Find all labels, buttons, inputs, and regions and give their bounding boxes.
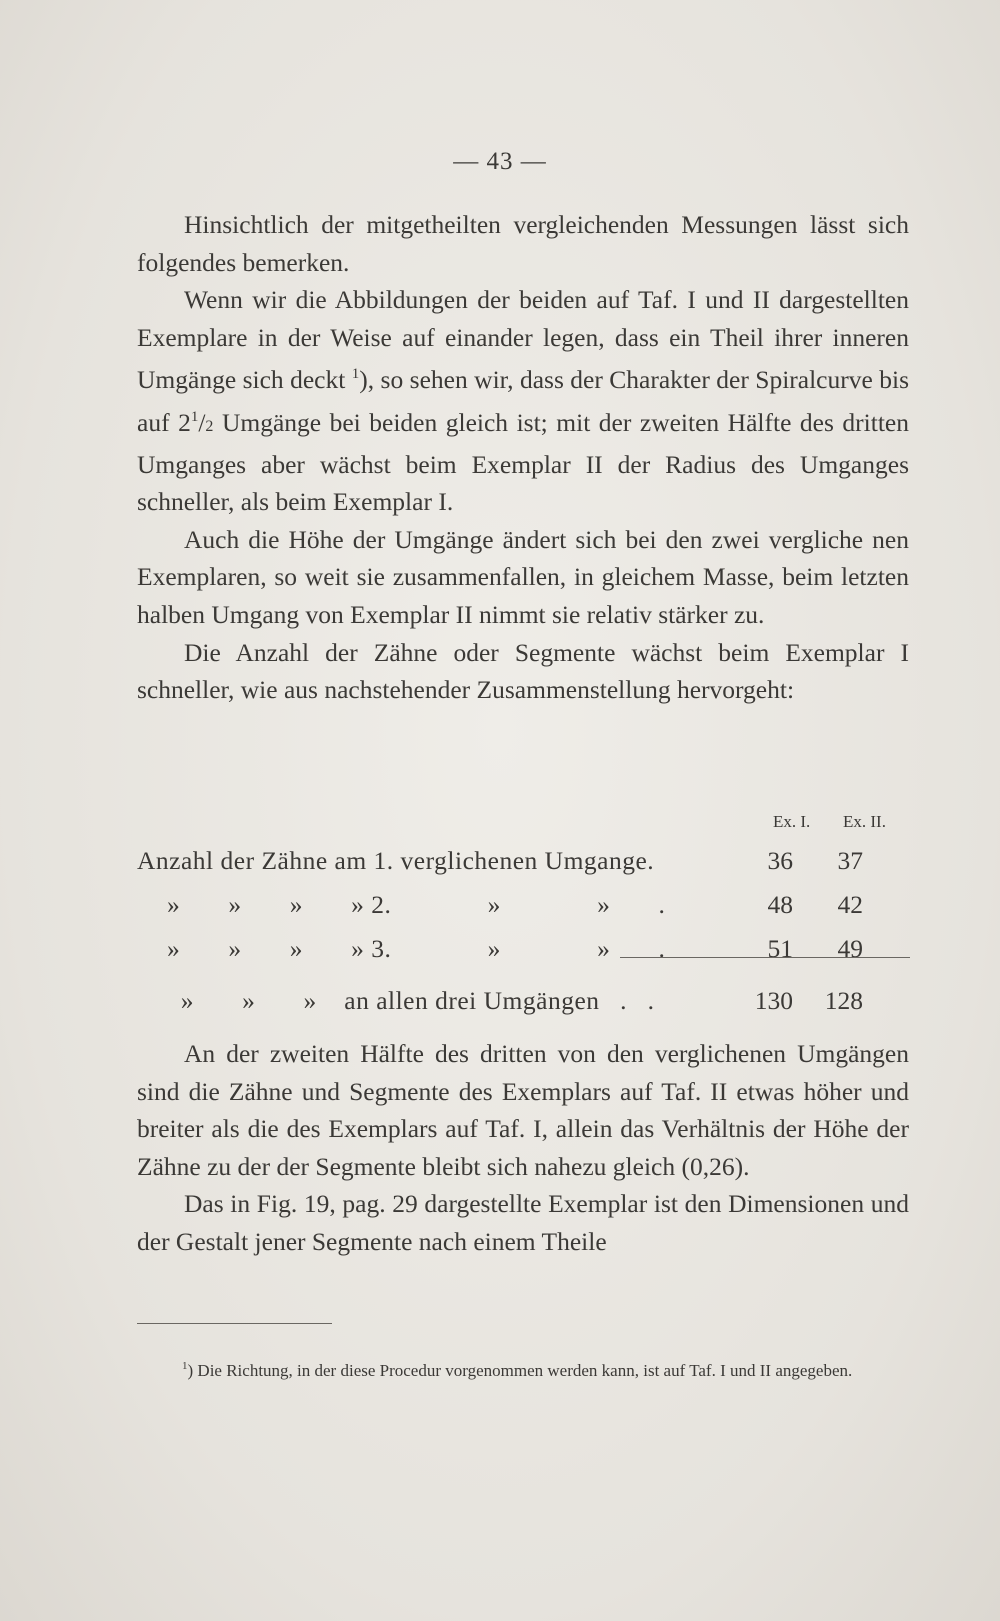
row-value-ex1: 130 <box>754 986 793 1015</box>
row-value-ex2: 128 <box>824 986 863 1015</box>
col-header-ex1: Ex. I. <box>773 812 811 831</box>
row-label: » » » an allen drei Umgängen . . <box>167 986 655 1015</box>
footnote-rule <box>137 1323 332 1324</box>
row-label: » » » » 3. » » . <box>167 934 666 963</box>
paragraph-1: Hinsichtlich der mitgetheilten vergleichenden Messungen lässt sich folgendes bemerken. <box>137 210 909 277</box>
row-value-ex2: 37 <box>837 846 863 875</box>
row-value-ex1: 48 <box>767 890 793 919</box>
body-text-continued <box>137 1035 909 1261</box>
sum-rule <box>620 957 910 958</box>
body-text <box>137 206 909 709</box>
paragraph-3: Auch die Höhe der Umgänge ändert sich bei den zwei vergliche nen Exemplaren, so weit sie zusammenfallen, in gleichem Masse, beim letzten halben Umgang von Exemplar II nimmt sie relativ stärker zu. <box>137 524 909 629</box>
table-header <box>137 812 909 842</box>
table-row-total <box>137 982 909 1026</box>
row-value-ex1: 51 <box>767 934 793 963</box>
col-header-ex2: Ex. II. <box>843 812 886 831</box>
row-label: Anzahl der Zähne am 1. verglichenen Umgange. <box>137 846 655 875</box>
paragraph-5: An der zweiten Hälfte des dritten von den verglichenen Umgängen sind die Zähne und Segmente des Exemplars auf Taf. II etwas höher und breiter als die des Exemplars auf Taf. I, allein das Verhältnis der Höhe der Zähne zu der der Segmente bleibt sich nahezu gleich (0,26). <box>137 1039 909 1181</box>
paragraph-4: Die Anzahl der Zähne oder Segmente wächst beim Exemplar I schneller, wie aus nachstehender Zusammenstellung hervorgeht: <box>137 637 909 705</box>
comparison-table <box>137 812 909 1026</box>
row-value-ex1: 36 <box>767 846 793 875</box>
table-row <box>137 886 909 930</box>
page-number: — 43 — <box>453 148 547 175</box>
paragraph-2: Wenn wir die Abbildungen der beiden auf Taf. I und II dargestellten Exemplare in der Weise auf einander legen, dass ein Theil ihrer inneren Umgänge sich deckt $^1$), so sehen wir, dass der Charakter der Spiralcurve bis auf $2^1/2$ Umgänge bei beiden gleich ist; mit der zweiten Hälfte des dritten Umganges aber wächst beim Exemplar II der Radius des Umganges schneller, als beim Exemplar I. <box>137 285 909 517</box>
paragraph-6: Das in Fig. 19, pag. 29 dargestellte Exemplar ist den Dimensionen und der Gestalt jener Segmente nach einem Theile <box>137 1189 909 1256</box>
row-value-ex2: 42 <box>837 890 863 919</box>
table-row <box>137 842 909 886</box>
footnote-text: ) Die Richtung, in der diese Procedur vorgenommen werden kann, ist auf Taf. I und II angegeben. <box>187 1361 853 1380</box>
row-label: » » » » 2. » » . <box>167 890 666 919</box>
footnote-ref: 1 <box>351 366 360 383</box>
table-row <box>137 930 909 974</box>
footnote <box>137 1353 909 1384</box>
row-value-ex2: 49 <box>837 934 863 963</box>
footnote-mark: 1 <box>182 1360 188 1372</box>
